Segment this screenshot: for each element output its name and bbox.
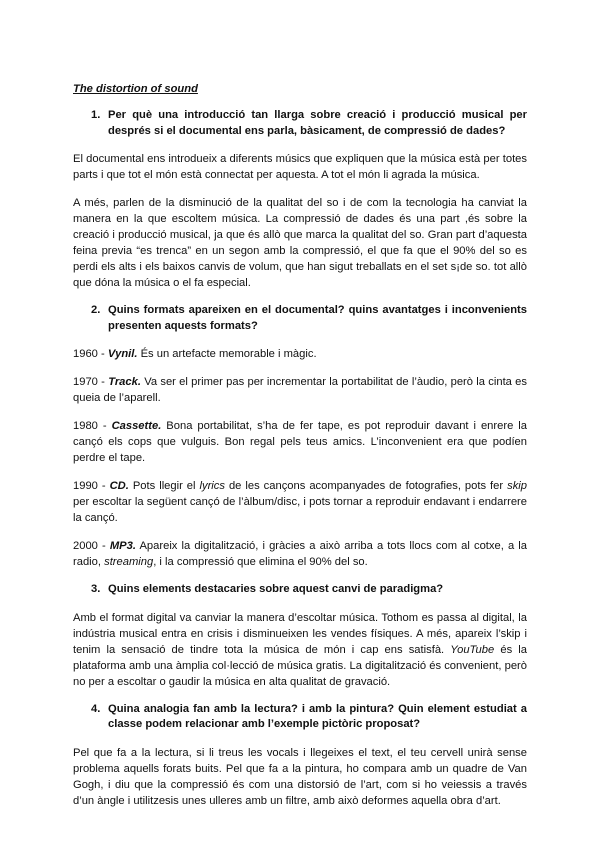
question-number: 2. bbox=[91, 304, 101, 316]
format-name: Cassette. bbox=[111, 420, 162, 432]
format-description: Va ser el primer pas per incrementar la portabilitat de l’àudio, però la cinta es queia de l’aparell. bbox=[73, 376, 527, 404]
format-cassette bbox=[73, 418, 527, 466]
format-name: Vynil. bbox=[107, 348, 138, 360]
format-year: 1990 - bbox=[73, 480, 110, 492]
question-1 bbox=[73, 108, 527, 139]
format-description: Pots llegir el bbox=[128, 480, 200, 492]
format-cd bbox=[73, 478, 527, 526]
format-name: CD. bbox=[109, 480, 129, 492]
answer-1-paragraph-2: A més, parlen de la disminució de la qualitat del so i de com la tecnologia ha canviat la manera en la que escoltem música. La compressió de dades és una part ,és sobre la creació i producció musical, ja que és allò que marca la qualitat del so. Gran part d’aquesta feina previa “es trenca” en un segon amb la compressió, el que fa que el 90% del so es perdi els alts i els baixos canvis de volum, que han sigut treballats en el set s¡de so. tot allò que dóna la música o el fa especial. bbox=[73, 197, 527, 289]
format-description: És un artefacte memorable i màgic. bbox=[137, 348, 317, 360]
document-page bbox=[73, 82, 527, 821]
question-3 bbox=[73, 582, 527, 598]
format-vynil bbox=[73, 346, 527, 362]
skip-term: skip bbox=[507, 480, 527, 492]
question-2 bbox=[73, 303, 527, 334]
format-description: Bona portabilitat, s’ha de fer tape, es pot reproduir davant i enrere la cançó els cops que vulguis. Bon regal pels teus amics. L’inconvenient era que podíen perdre el tape. bbox=[73, 420, 527, 464]
format-track bbox=[73, 374, 527, 406]
format-name: MP3. bbox=[109, 540, 136, 552]
youtube-term: YouTube bbox=[450, 643, 495, 656]
question-text: Per què una introducció tan llarga sobre creació i producció musical per després si el documental ens parla, bàsicament, de compressió de dades? bbox=[108, 109, 527, 137]
answer-3-paragraph bbox=[73, 610, 527, 690]
format-description: de les cançons acompanyades de fotografies, pots fer bbox=[224, 480, 508, 492]
format-description: per escoltar la següent cançó de l’àlbum/disc, i pots tornar a reproduir endavant i endarrere la cançó. bbox=[73, 496, 527, 524]
streaming-term: streaming bbox=[104, 556, 154, 568]
format-year: 1970 - bbox=[73, 376, 109, 388]
format-year: 1980 - bbox=[73, 420, 112, 432]
question-text: Quins elements destacaries sobre aquest canvi de paradigma? bbox=[108, 583, 444, 595]
question-text: Quins formats apareixen en el documental? quins avantatges i inconvenients presenten aquests formats? bbox=[108, 304, 527, 332]
question-4 bbox=[73, 702, 527, 733]
question-number: 1. bbox=[91, 109, 101, 121]
answer-4-paragraph: Pel que fa a la lectura, si li treus les vocals i llegeixes el text, el teu cervell unirà sense problema aquells forats buits. Pel que fa a la pintura, ho compara amb un quadre de Van Gogh, i diu que la compressió és com una distorsió de l’art, com si ho veiessis a través d’un àngle i utilitzesis unes ulleres amb un filtre, amb això deformes aquella obra d’art. bbox=[73, 746, 527, 807]
answer-text: Amb el format digital va canviar la manera d’escoltar música. Tothom es passa al digital, la indústria musical entra en crisis i disminueixen les vendes físiques. A més, apareix l’skip i tenim la sensació de tindre tota la música de món i cap ens satisfà. bbox=[73, 611, 527, 656]
format-year: 2000 - bbox=[73, 540, 110, 552]
answer-text: és la plataforma amb una àmplia col·lecció de música gratis. La digitalització és convenient, però no per a escoltar o gaudir la música en alta qualitat de gravació. bbox=[73, 643, 527, 688]
answer-1-paragraph-1: El documental ens introdueix a diferents músics que expliquen que la música està per totes parts i que tot el món està connectat per aquesta. A tot el món li agrada la música. bbox=[73, 153, 527, 181]
format-year: 1960 - bbox=[73, 348, 108, 360]
question-number: 4. bbox=[91, 702, 101, 715]
lyrics-term: lyrics bbox=[199, 480, 225, 492]
question-number: 3. bbox=[91, 583, 101, 595]
document-title: The distortion of sound bbox=[73, 83, 198, 95]
question-text: Quina analogia fan amb la lectura? i amb la pintura? Quin element estudiat a classe podem relacionar amb l’exemple pictòric proposat? bbox=[108, 702, 527, 730]
format-description: Apareix la digitalització, i gràcies a això arriba a tots llocs com al cotxe, a la radio, bbox=[73, 540, 527, 568]
format-name: Track. bbox=[108, 376, 141, 388]
format-mp3 bbox=[73, 538, 527, 570]
format-description: , i la compressió que elimina el 90% del so. bbox=[153, 556, 368, 568]
